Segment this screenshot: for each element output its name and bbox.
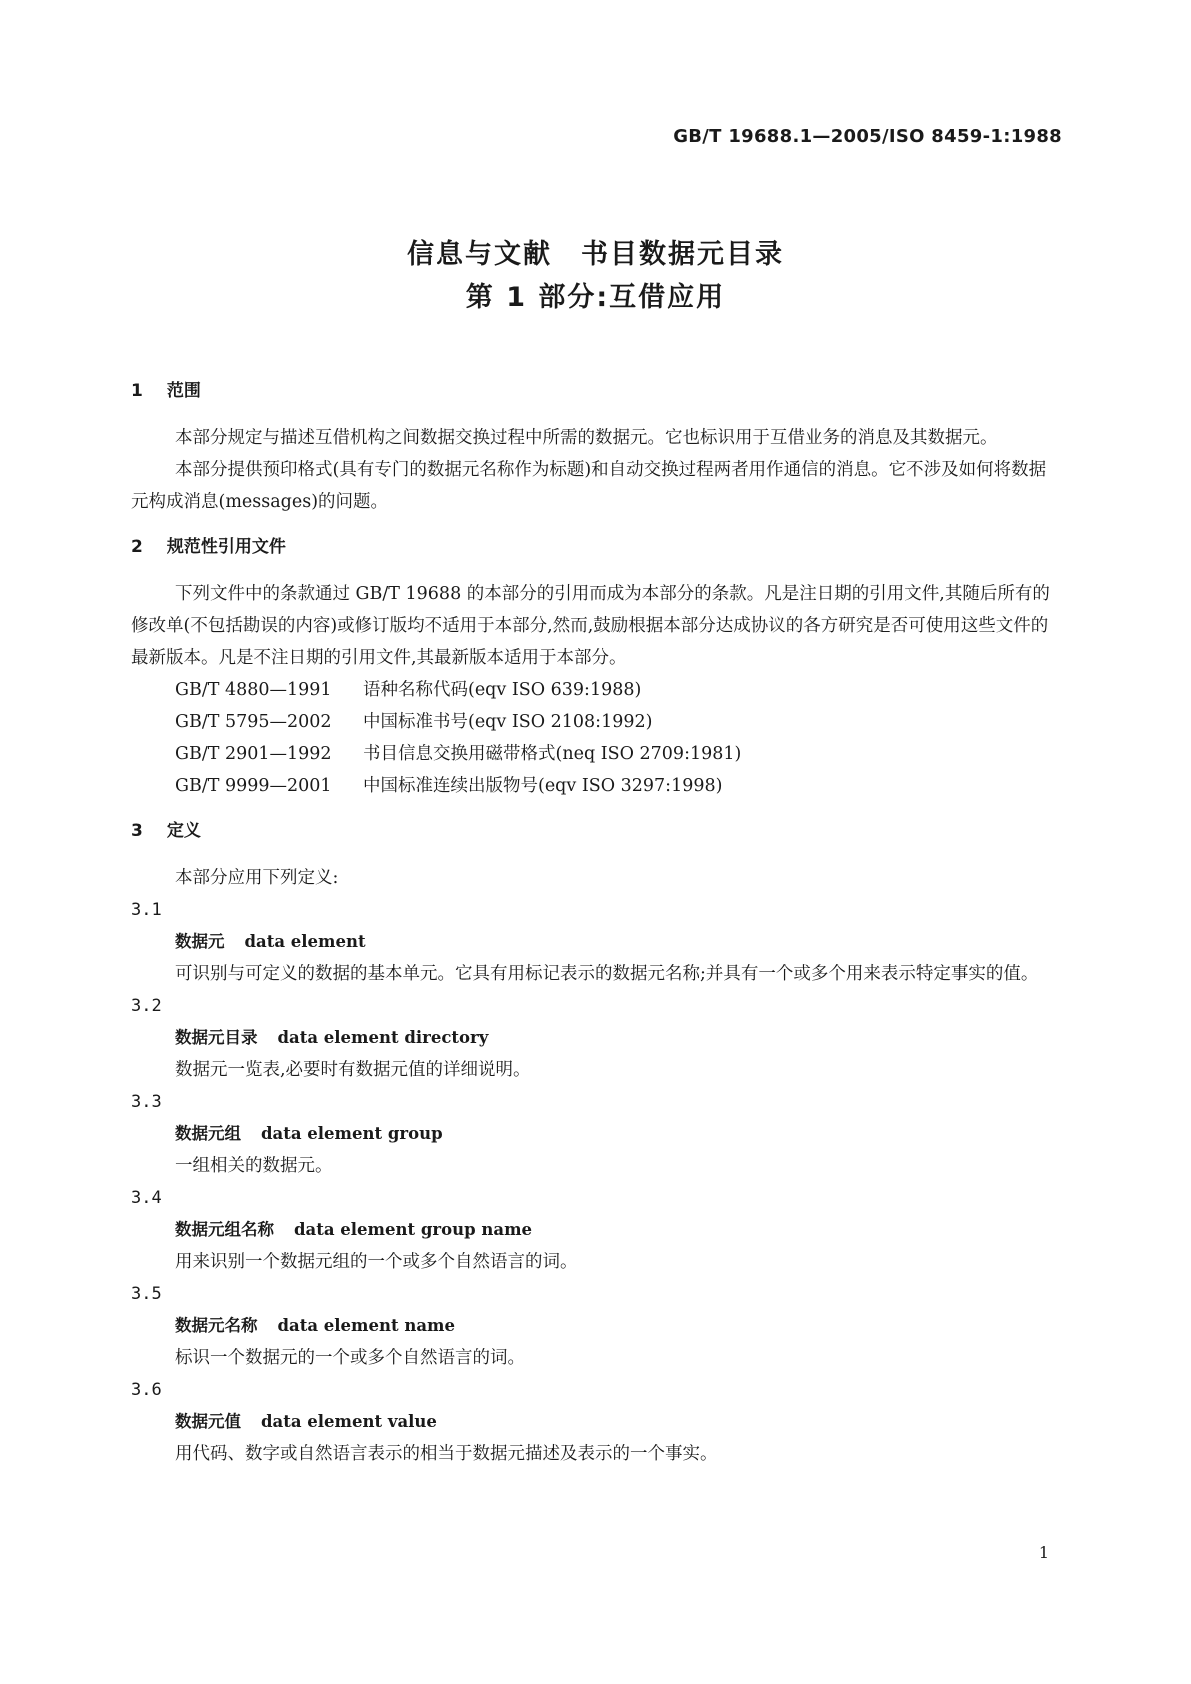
- definition-number: 3.6: [131, 1380, 162, 1400]
- definition-term: [175, 1022, 1061, 1054]
- section-number: 2: [131, 537, 143, 557]
- definition-term: [175, 1214, 1061, 1246]
- section-title: 范围: [166, 381, 201, 401]
- definition-number: 3.5: [131, 1284, 162, 1304]
- definition-number: 3.3: [131, 1092, 162, 1112]
- term-english: data element group: [261, 1124, 443, 1143]
- definition-text: 一组相关的数据元。: [175, 1156, 333, 1176]
- term-english: data element name: [277, 1316, 456, 1335]
- term-chinese: 数据元组: [175, 1124, 241, 1143]
- definition-text: 可识别与可定义的数据的基本单元。它具有用标记表示的数据元名称;并具有一个或多个用来表示特定事实的值。: [175, 964, 1039, 984]
- reference-title: 中国标准书号(eqv ISO 2108:1992): [363, 712, 653, 732]
- reference-code: GB/T 5795—2002: [175, 712, 332, 732]
- section-heading-normative-references: [131, 532, 1061, 562]
- page-number: 1: [1038, 1543, 1049, 1562]
- term-english: data element value: [261, 1412, 437, 1431]
- definition-number: 3.2: [131, 996, 162, 1016]
- term-chinese: 数据元名称: [175, 1316, 258, 1335]
- definition-term: [175, 1118, 1061, 1150]
- term-english: data element group name: [294, 1220, 533, 1239]
- reference-code: GB/T 4880—1991: [175, 680, 332, 700]
- standard-code-header: GB/T 19688.1—2005/ISO 8459-1:1988: [673, 126, 1062, 147]
- section-title: 规范性引用文件: [166, 537, 286, 557]
- reference-title: 语种名称代码(eqv ISO 639:1988): [363, 680, 642, 700]
- reference-title: 中国标准连续出版物号(eqv ISO 3297:1998): [363, 776, 723, 796]
- definition-term: [175, 926, 1061, 958]
- scope-paragraph-2: 本部分提供预印格式(具有专门的数据元名称作为标题)和自动交换过程两者用作通信的消息。它不涉及如何将数据元构成消息(messages)的问题。: [131, 460, 1047, 512]
- section-heading-scope: [131, 376, 1061, 406]
- section-number: 3: [131, 821, 143, 841]
- definition-text: 标识一个数据元的一个或多个自然语言的词。: [175, 1348, 525, 1368]
- reference-item: [175, 770, 1061, 802]
- reference-title: 书目信息交换用磁带格式(neq ISO 2709:1981): [363, 744, 742, 764]
- scope-paragraph-1: 本部分规定与描述互借机构之间数据交换过程中所需的数据元。它也标识用于互借业务的消息及其数据元。: [175, 428, 998, 448]
- document-title-line-1: 信息与文献 书目数据元目录: [407, 239, 784, 270]
- term-english: data element directory: [277, 1028, 489, 1047]
- definition-text: 用代码、数字或自然语言表示的相当于数据元描述及表示的一个事实。: [175, 1444, 718, 1464]
- reference-item: [175, 706, 1061, 738]
- definition-term: [175, 1406, 1061, 1438]
- document-title-line-2: 第 1 部分:互借应用: [465, 282, 726, 313]
- references-intro-paragraph: 下列文件中的条款通过 GB/T 19688 的本部分的引用而成为本部分的条款。凡是注日期的引用文件,其随后所有的修改单(不包括勘误的内容)或修订版均不适用于本部分,然而,鼓励根据本部分达成协议的各方研究是否可使用这些文件的最新版本。凡是不注日期的引用文件,其最新版本适用于本部分。: [131, 584, 1050, 668]
- definition-number: 3.4: [131, 1188, 162, 1208]
- definition-text: 数据元一览表,必要时有数据元值的详细说明。: [175, 1060, 531, 1080]
- term-chinese: 数据元值: [175, 1412, 241, 1431]
- definition-term: [175, 1310, 1061, 1342]
- section-number: 1: [131, 381, 143, 401]
- section-heading-definitions: [131, 816, 1061, 846]
- term-chinese: 数据元目录: [175, 1028, 258, 1047]
- reference-item: [175, 674, 1061, 706]
- term-chinese: 数据元: [175, 932, 225, 951]
- reference-item: [175, 738, 1061, 770]
- reference-code: GB/T 9999—2001: [175, 776, 332, 796]
- definition-number: 3.1: [131, 900, 162, 920]
- definitions-intro: 本部分应用下列定义:: [175, 868, 339, 888]
- document-body: [131, 376, 1061, 1470]
- section-title: 定义: [166, 821, 201, 841]
- term-chinese: 数据元组名称: [175, 1220, 274, 1239]
- reference-code: GB/T 2901—1992: [175, 744, 332, 764]
- definition-text: 用来识别一个数据元组的一个或多个自然语言的词。: [175, 1252, 578, 1272]
- term-english: data element: [244, 932, 366, 951]
